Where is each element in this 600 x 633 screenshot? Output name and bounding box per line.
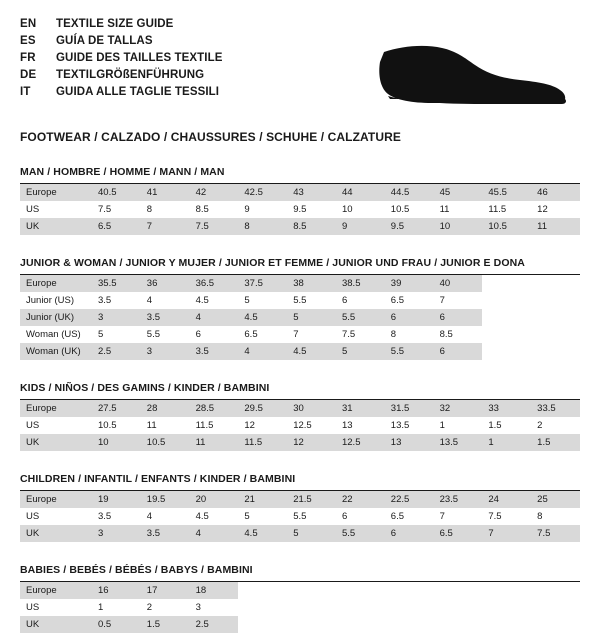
size-cell: 3.5	[141, 309, 190, 326]
size-cell	[434, 599, 483, 616]
size-cell: 6	[434, 309, 483, 326]
size-cell	[287, 599, 336, 616]
size-cell: 7.5	[531, 525, 580, 542]
language-title: TEXTILGRÖßENFÜHRUNG	[56, 69, 205, 81]
size-cell: 3	[141, 343, 190, 360]
size-cell: 21.5	[287, 491, 336, 508]
size-cell: 10.5	[92, 417, 141, 434]
size-cell	[531, 599, 580, 616]
size-cell	[238, 582, 287, 599]
size-cell: 6	[385, 309, 434, 326]
size-cell: 10	[92, 434, 141, 451]
row-label: US	[20, 201, 92, 218]
size-cell	[531, 343, 580, 360]
size-group-heading: BABIES / BEBÉS / BÉBÉS / BABYS / BAMBINI	[20, 564, 580, 582]
size-cell	[336, 582, 385, 599]
row-label: UK	[20, 525, 92, 542]
size-table	[20, 582, 580, 633]
size-cell: 45	[434, 184, 483, 201]
size-cell: 42.5	[238, 184, 287, 201]
row-label: Junior (UK)	[20, 309, 92, 326]
size-cell: 16	[92, 582, 141, 599]
size-cell	[482, 292, 531, 309]
size-cell: 5.5	[287, 508, 336, 525]
size-cell: 42	[190, 184, 239, 201]
language-title: GUIDA ALLE TAGLIE TESSILI	[56, 86, 220, 98]
language-title: GUIDE DES TAILLES TEXTILE	[56, 52, 223, 64]
size-cell: 33.5	[531, 400, 580, 417]
size-cell: 10.5	[385, 201, 434, 218]
table-row	[20, 326, 580, 343]
size-cell: 37.5	[238, 275, 287, 292]
dress-shoe-icon	[372, 38, 572, 108]
size-cell: 30	[287, 400, 336, 417]
size-cell: 7	[287, 326, 336, 343]
size-cell: 1.5	[141, 616, 190, 633]
size-group-children	[20, 473, 580, 542]
size-table	[20, 184, 580, 235]
language-code: DE	[20, 69, 37, 81]
size-cell: 12	[238, 417, 287, 434]
size-cell: 1	[482, 434, 531, 451]
table-row	[20, 201, 580, 218]
row-label: Europe	[20, 275, 92, 292]
size-cell: 3	[190, 599, 239, 616]
size-cell	[531, 616, 580, 633]
size-cell: 19	[92, 491, 141, 508]
table-row	[20, 218, 580, 235]
size-cell: 5	[287, 525, 336, 542]
table-row	[20, 599, 580, 616]
size-cell	[238, 616, 287, 633]
size-cell: 20	[190, 491, 239, 508]
size-cell: 17	[141, 582, 190, 599]
row-label: Europe	[20, 491, 92, 508]
size-cell: 28.5	[190, 400, 239, 417]
size-cell: 11.5	[238, 434, 287, 451]
size-cell: 28	[141, 400, 190, 417]
language-code: FR	[20, 52, 36, 64]
size-cell: 9.5	[385, 218, 434, 235]
size-cell	[531, 326, 580, 343]
size-cell: 5.5	[287, 292, 336, 309]
size-cell: 8.5	[190, 201, 239, 218]
size-cell: 11	[190, 434, 239, 451]
size-cell: 7	[434, 508, 483, 525]
table-row	[20, 508, 580, 525]
table-row	[20, 582, 580, 599]
size-cell: 31.5	[385, 400, 434, 417]
size-cell: 3.5	[141, 525, 190, 542]
row-label: Woman (UK)	[20, 343, 92, 360]
size-cell: 29.5	[238, 400, 287, 417]
table-row	[20, 417, 580, 434]
table-row	[20, 525, 580, 542]
size-table	[20, 400, 580, 451]
size-cell: 12.5	[336, 434, 385, 451]
size-cell: 39	[385, 275, 434, 292]
size-cell: 8	[531, 508, 580, 525]
size-cell: 5	[238, 292, 287, 309]
size-cell: 3.5	[92, 292, 141, 309]
size-table	[20, 275, 580, 360]
size-cell: 22.5	[385, 491, 434, 508]
size-cell: 22	[336, 491, 385, 508]
size-cell	[336, 616, 385, 633]
table-row	[20, 434, 580, 451]
size-cell: 8	[141, 201, 190, 218]
size-cell: 0.5	[92, 616, 141, 633]
size-cell: 11	[531, 218, 580, 235]
size-cell: 31	[336, 400, 385, 417]
size-cell: 4	[141, 508, 190, 525]
header	[20, 16, 580, 116]
size-cell: 6	[385, 525, 434, 542]
size-cell: 24	[482, 491, 531, 508]
size-cell: 4	[141, 292, 190, 309]
size-cell: 5	[287, 309, 336, 326]
language-code: ES	[20, 35, 36, 47]
size-cell: 2.5	[190, 616, 239, 633]
row-label: Europe	[20, 582, 92, 599]
size-cell: 2	[531, 417, 580, 434]
size-cell	[238, 599, 287, 616]
size-cell: 4.5	[190, 508, 239, 525]
size-cell: 46	[531, 184, 580, 201]
size-cell	[385, 582, 434, 599]
size-cell: 6.5	[434, 525, 483, 542]
size-cell: 36	[141, 275, 190, 292]
size-cell: 7.5	[190, 218, 239, 235]
size-cell: 4.5	[190, 292, 239, 309]
row-label: UK	[20, 434, 92, 451]
size-tables	[20, 166, 580, 633]
size-cell: 3	[92, 525, 141, 542]
size-cell: 7.5	[336, 326, 385, 343]
size-cell: 18	[190, 582, 239, 599]
size-cell: 12	[531, 201, 580, 218]
size-cell: 6	[434, 343, 483, 360]
size-cell: 12.5	[287, 417, 336, 434]
size-cell: 3.5	[190, 343, 239, 360]
size-cell	[482, 616, 531, 633]
size-cell	[385, 616, 434, 633]
row-label: Europe	[20, 400, 92, 417]
table-row	[20, 275, 580, 292]
language-code: IT	[20, 86, 31, 98]
size-cell	[531, 582, 580, 599]
size-cell: 25	[531, 491, 580, 508]
row-label: US	[20, 599, 92, 616]
size-cell: 2.5	[92, 343, 141, 360]
language-title: TEXTILE SIZE GUIDE	[56, 18, 174, 30]
size-cell: 6	[190, 326, 239, 343]
size-cell: 4	[238, 343, 287, 360]
size-cell: 4.5	[287, 343, 336, 360]
size-cell: 41	[141, 184, 190, 201]
size-cell	[482, 275, 531, 292]
row-label: US	[20, 508, 92, 525]
size-cell	[434, 582, 483, 599]
size-group-babies	[20, 564, 580, 633]
size-cell: 7.5	[92, 201, 141, 218]
size-group-heading: CHILDREN / INFANTIL / ENFANTS / KINDER / BAMBINI	[20, 473, 580, 491]
size-group-heading: MAN / HOMBRE / HOMME / MANN / MAN	[20, 166, 580, 184]
size-cell: 13.5	[385, 417, 434, 434]
size-cell: 4.5	[238, 525, 287, 542]
size-cell: 11	[434, 201, 483, 218]
size-cell: 13.5	[434, 434, 483, 451]
size-cell: 19.5	[141, 491, 190, 508]
size-group-man	[20, 166, 580, 235]
size-cell: 27.5	[92, 400, 141, 417]
table-row	[20, 292, 580, 309]
size-cell	[434, 616, 483, 633]
table-row	[20, 184, 580, 201]
size-cell: 7	[434, 292, 483, 309]
size-cell: 4.5	[238, 309, 287, 326]
size-cell: 12	[287, 434, 336, 451]
size-cell: 4	[190, 525, 239, 542]
size-cell: 6.5	[385, 508, 434, 525]
row-label: US	[20, 417, 92, 434]
size-cell: 5.5	[141, 326, 190, 343]
size-cell: 10.5	[141, 434, 190, 451]
size-cell: 10	[336, 201, 385, 218]
size-cell: 9.5	[287, 201, 336, 218]
size-cell	[336, 599, 385, 616]
size-cell: 32	[434, 400, 483, 417]
size-cell: 40.5	[92, 184, 141, 201]
size-group-heading: KIDS / NIÑOS / DES GAMINS / KINDER / BAMBINI	[20, 382, 580, 400]
size-cell: 8	[385, 326, 434, 343]
size-cell	[531, 309, 580, 326]
size-cell: 7.5	[482, 508, 531, 525]
size-cell: 2	[141, 599, 190, 616]
size-cell: 21	[238, 491, 287, 508]
row-label: UK	[20, 616, 92, 633]
size-cell: 1	[434, 417, 483, 434]
size-group-junior-woman	[20, 257, 580, 360]
table-row	[20, 309, 580, 326]
table-row	[20, 616, 580, 633]
size-cell: 36.5	[190, 275, 239, 292]
size-cell	[482, 326, 531, 343]
size-cell	[385, 599, 434, 616]
size-cell: 38.5	[336, 275, 385, 292]
size-cell: 10	[434, 218, 483, 235]
size-cell: 9	[336, 218, 385, 235]
size-cell: 7	[482, 525, 531, 542]
size-cell: 5	[92, 326, 141, 343]
size-cell: 3.5	[92, 508, 141, 525]
size-cell: 6.5	[238, 326, 287, 343]
size-cell: 4	[190, 309, 239, 326]
size-cell: 35.5	[92, 275, 141, 292]
size-cell: 8	[238, 218, 287, 235]
size-cell: 7	[141, 218, 190, 235]
size-cell: 5.5	[336, 309, 385, 326]
size-cell: 23.5	[434, 491, 483, 508]
table-row	[20, 491, 580, 508]
size-cell: 45.5	[482, 184, 531, 201]
size-cell: 11	[141, 417, 190, 434]
size-cell	[482, 343, 531, 360]
size-cell: 5	[336, 343, 385, 360]
size-cell: 1	[92, 599, 141, 616]
row-label: Europe	[20, 184, 92, 201]
size-cell: 5	[238, 508, 287, 525]
size-cell: 10.5	[482, 218, 531, 235]
size-group-kids	[20, 382, 580, 451]
size-cell: 6	[336, 508, 385, 525]
size-cell: 1.5	[531, 434, 580, 451]
size-cell	[482, 599, 531, 616]
size-cell: 5.5	[336, 525, 385, 542]
table-row	[20, 400, 580, 417]
size-cell: 8.5	[287, 218, 336, 235]
size-cell	[287, 582, 336, 599]
size-cell: 6	[336, 292, 385, 309]
size-table	[20, 491, 580, 542]
size-cell: 38	[287, 275, 336, 292]
size-cell: 44	[336, 184, 385, 201]
row-label: Woman (US)	[20, 326, 92, 343]
size-group-heading: JUNIOR & WOMAN / JUNIOR Y MUJER / JUNIOR ET FEMME / JUNIOR UND FRAU / JUNIOR E DONA	[20, 257, 580, 275]
size-cell: 43	[287, 184, 336, 201]
size-cell: 11.5	[482, 201, 531, 218]
language-title: GUÍA DE TALLAS	[56, 35, 153, 47]
size-cell: 5.5	[385, 343, 434, 360]
row-label: UK	[20, 218, 92, 235]
size-cell	[531, 292, 580, 309]
page-title: FOOTWEAR / CALZADO / CHAUSSURES / SCHUHE / CALZATURE	[20, 130, 401, 144]
size-cell: 3	[92, 309, 141, 326]
size-cell: 9	[238, 201, 287, 218]
size-cell: 13	[385, 434, 434, 451]
size-cell: 44.5	[385, 184, 434, 201]
size-cell: 1.5	[482, 417, 531, 434]
size-cell: 8.5	[434, 326, 483, 343]
size-cell	[482, 582, 531, 599]
language-row	[20, 16, 580, 33]
size-cell: 33	[482, 400, 531, 417]
size-cell: 13	[336, 417, 385, 434]
table-row	[20, 343, 580, 360]
size-cell	[482, 309, 531, 326]
language-code: EN	[20, 18, 37, 30]
size-cell: 40	[434, 275, 483, 292]
row-label: Junior (US)	[20, 292, 92, 309]
size-cell	[531, 275, 580, 292]
size-cell: 6.5	[385, 292, 434, 309]
size-cell: 6.5	[92, 218, 141, 235]
size-cell: 11.5	[190, 417, 239, 434]
size-cell	[287, 616, 336, 633]
